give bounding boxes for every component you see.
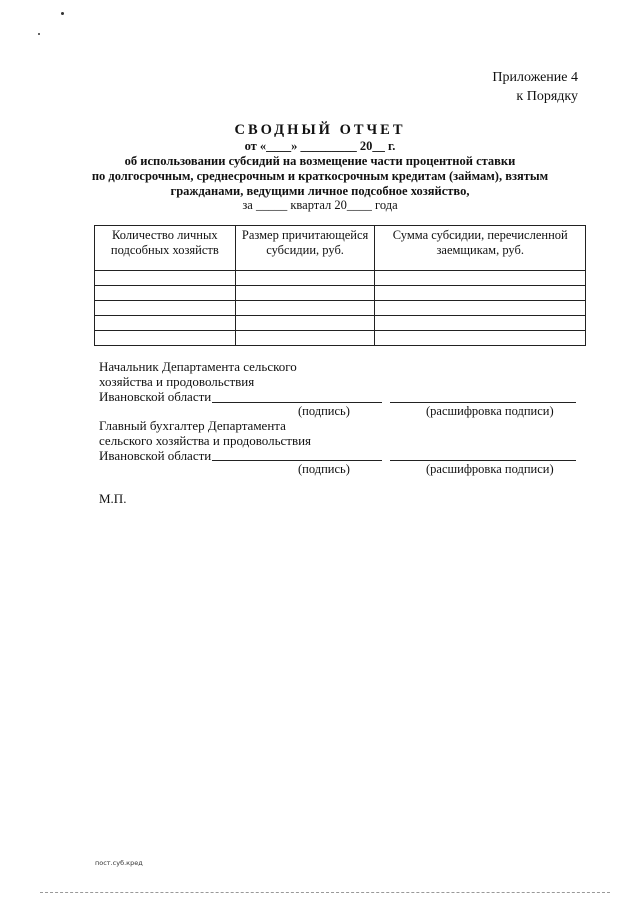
table-cell[interactable] [95,286,236,301]
table-cell[interactable] [95,316,236,331]
footer-file-code: пост.суб.кред [95,859,143,867]
table-cell[interactable] [235,301,375,316]
table-cell[interactable] [375,301,586,316]
stamp-place-label: М.П. [99,491,127,506]
table-row [95,301,586,316]
accountant-signature-field[interactable] [212,460,382,461]
column-header-subsidy-paid: Сумма субсидии, перечисленной заемщикам, руб. [375,226,586,271]
table-row [95,316,586,331]
head-title-line-1: Начальник Департамента сельского [99,359,297,374]
appendix-reference [492,68,578,106]
subtitle-line-2: по долгосрочным, среднесрочным и краткосрочным кредитам (займам), взятым [91,169,549,183]
head-signature-caption: (подпись) [298,404,350,418]
scan-speck [61,12,64,15]
table-cell[interactable] [235,331,375,346]
head-name-field[interactable] [390,402,576,403]
table-cell[interactable] [235,316,375,331]
accountant-title-line-1: Главный бухгалтер Департамента [99,418,286,433]
head-decode-caption: (расшифровка подписи) [426,404,554,418]
table-cell[interactable] [95,301,236,316]
table-cell[interactable] [375,286,586,301]
scan-edge-line [40,892,610,893]
head-signature-field[interactable] [212,402,382,403]
appendix-order: к Порядку [516,89,578,104]
accountant-title-line-3: Ивановской области [99,448,212,463]
head-title-line-3: Ивановской области [99,389,212,404]
report-table [94,225,586,346]
accountant-name-field[interactable] [390,460,576,461]
table-row [95,331,586,346]
table-cell[interactable] [95,331,236,346]
accountant-title-line-2: сельского хозяйства и продовольствия [99,433,312,448]
subtitle-line-1: об использовании субсидий на возмещение части процентной ставки [124,154,516,168]
table-cell[interactable] [375,331,586,346]
table-header-row [95,226,586,271]
table-row [95,286,586,301]
column-header-subsidy-due: Размер причитающейся субсидии, руб. [235,226,375,271]
quarter-line: за _____ квартал 20____ года [242,198,398,212]
document-title: СВОДНЫЙ ОТЧЕТ [234,122,406,138]
table-cell[interactable] [375,271,586,286]
scan-speck [38,33,40,35]
head-title-line-2: хозяйства и продовольствия [99,374,255,389]
table-cell[interactable] [95,271,236,286]
appendix-number: Приложение 4 [492,70,578,85]
accountant-decode-caption: (расшифровка подписи) [426,462,554,476]
date-line: от «____» _________ 20__ г. [244,139,396,153]
column-header-farms: Количество личных подсобных хозяйств [95,226,236,271]
table-row [95,271,586,286]
accountant-signature-caption: (подпись) [298,462,350,476]
table-cell[interactable] [235,286,375,301]
table-cell[interactable] [235,271,375,286]
table-cell[interactable] [375,316,586,331]
subtitle-line-3: гражданами, ведущими личное подсобное хозяйство, [170,184,470,198]
